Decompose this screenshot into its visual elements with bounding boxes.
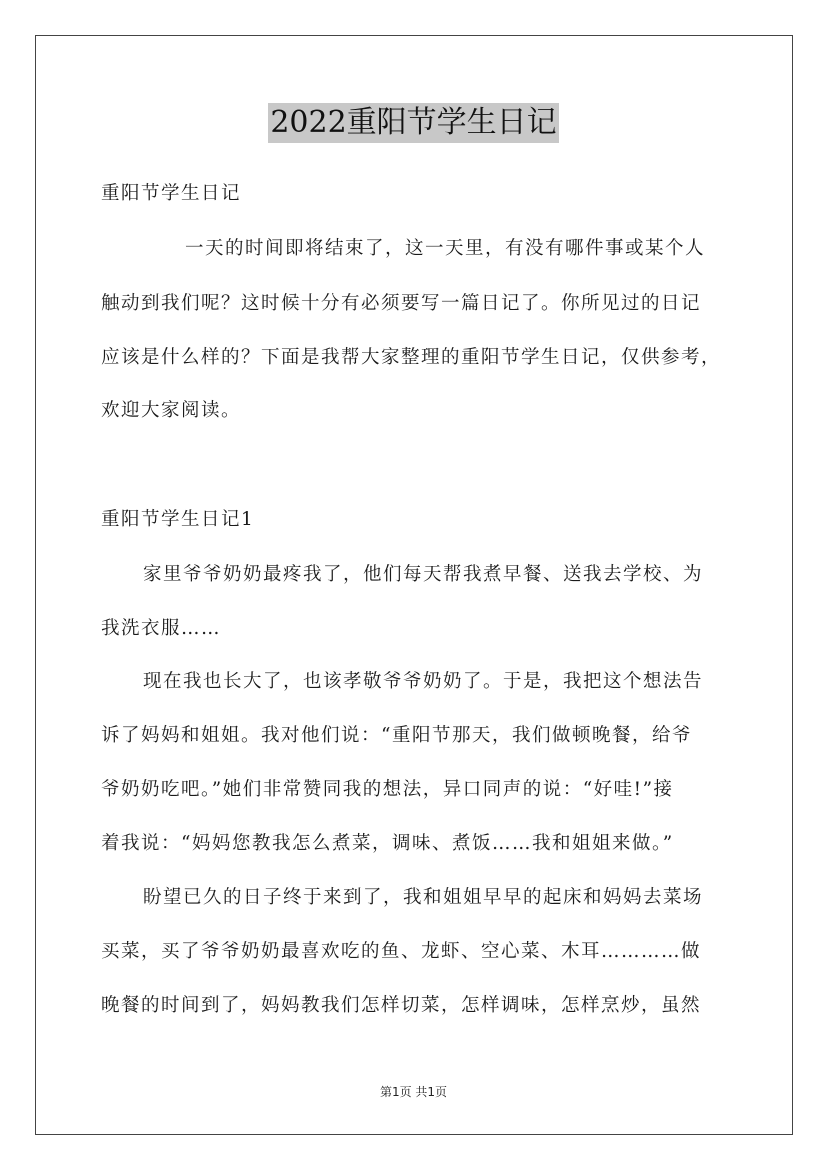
section1-line-2: 我洗衣服…… bbox=[101, 618, 222, 639]
intro-line-4: 欢迎大家阅读。 bbox=[101, 400, 242, 421]
section1-line-9: 晚餐的时间到了，妈妈教我们怎样切菜，怎样调味，怎样烹炒，虽然 bbox=[101, 995, 702, 1016]
section1-line-4: 诉了妈妈和姐姐。我对他们说：“重阳节那天，我们做顿晚餐，给爷 bbox=[101, 725, 692, 746]
section1-line-3: 现在我也长大了，也该孝敬爷爷奶奶了。于是，我把这个想法告 bbox=[143, 671, 704, 692]
document-title: 2022重阳节学生日记 bbox=[268, 103, 558, 143]
title-container bbox=[0, 103, 827, 143]
section1-line-7: 盼望已久的日子终于来到了，我和姐姐早早的起床和妈妈去菜场 bbox=[143, 887, 704, 908]
intro-line-2: 触动到我们呢？这时候十分有必须要写一篇日记了。你所见过的日记 bbox=[101, 293, 702, 314]
section1-line-8: 买菜，买了爷爷奶奶最喜欢吃的鱼、龙虾、空心菜、木耳…………做 bbox=[101, 941, 702, 962]
intro-line-1: 一天的时间即将结束了，这一天里，有没有哪件事或某个人 bbox=[185, 238, 706, 259]
intro-heading: 重阳节学生日记 bbox=[101, 183, 242, 204]
intro-line-3: 应该是什么样的？下面是我帮大家整理的重阳节学生日记，仅供参考， bbox=[101, 347, 722, 368]
page-footer: 第1页 共1页 bbox=[379, 1085, 448, 1099]
section1-heading: 重阳节学生日记1 bbox=[101, 509, 255, 530]
section1-line-1: 家里爷爷奶奶最疼我了，他们每天帮我煮早餐、送我去学校、为 bbox=[143, 564, 704, 585]
section1-line-5: 爷奶奶吃吧。”她们非常赞同我的想法，异口同声的说：“好哇!”接 bbox=[101, 779, 674, 800]
section1-line-6: 着我说：“妈妈您教我怎么煮菜，调味、煮饭……我和姐姐来做。” bbox=[101, 833, 674, 854]
